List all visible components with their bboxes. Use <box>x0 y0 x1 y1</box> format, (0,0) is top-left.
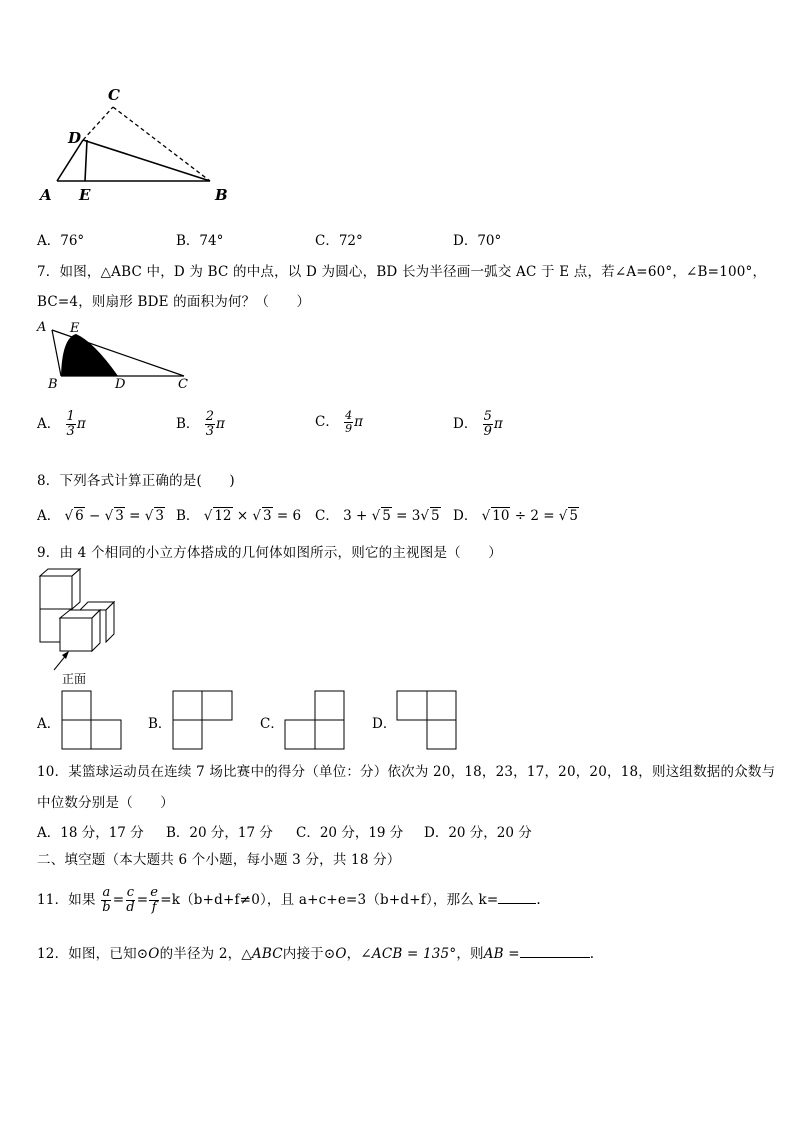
q9-option-b[interactable]: B． <box>148 690 238 750</box>
q7-label-e: E <box>70 321 80 336</box>
q12-stem: 12．如图，已知⊙O的半径为 2，△ABC内接于⊙O，∠ACB = 135°，则AB = . <box>37 946 595 962</box>
q8-option-b[interactable]: B． √ 12 × √ 3 = 6 <box>176 508 302 524</box>
q10-stem-line1: 10．某篮球运动员在连续 7 场比赛中的得分（单位：分）依次为 20，18，23，17，20，20，18，则这组数据的众数与 <box>37 764 776 780</box>
q9-stem: 9．由 4 个相同的小立方体搭成的几何体如图所示，则它的主视图是（ ） <box>37 545 502 561</box>
section2-heading: 二、填空题（本大题共 6 个小题，每小题 3 分，共 18 分） <box>37 852 401 868</box>
q6-label-e: E <box>79 186 91 204</box>
q7-label-b: B <box>48 377 58 392</box>
q6-label-a: A <box>40 186 52 204</box>
q10-option-b[interactable]: B．20 分，17 分 <box>166 825 273 841</box>
q10-option-d[interactable]: D．20 分，20 分 <box>424 825 532 841</box>
q8-option-d[interactable]: D． √ 10 ÷ 2 = √ 5 <box>453 508 579 524</box>
q7-sector-figure <box>34 316 199 392</box>
q10-option-c[interactable]: C．20 分，19 分 <box>296 825 404 841</box>
q9-front-label: 正面 <box>62 672 87 686</box>
q7-label-c: C <box>178 377 188 392</box>
q10-stem-line2: 中位数分别是（ ） <box>37 795 174 811</box>
q6-label-d: D <box>68 129 82 147</box>
q7-option-a[interactable]: A． $\frac{1}{3}$ π <box>37 409 86 439</box>
q6-triangle-figure <box>30 80 240 210</box>
q12-answer-blank[interactable] <box>520 957 590 958</box>
q6-option-a[interactable]: A．76° <box>37 233 85 249</box>
q6-option-b[interactable]: B．74° <box>176 233 224 249</box>
q7-stem-line2: BC=4，则扇形 BDE 的面积为何？（ ） <box>37 294 311 310</box>
q8-option-a[interactable]: A． √ 6 − √ 3 = √ 3 <box>37 508 164 524</box>
q9-option-c[interactable]: C． <box>260 690 350 750</box>
q7-label-d: D <box>115 377 126 392</box>
q9-cubes-figure <box>34 566 124 690</box>
q9-option-a[interactable]: A． <box>37 690 127 750</box>
q10-option-a[interactable]: A．18 分，17 分 <box>37 825 144 841</box>
q8-option-c[interactable]: C． 3 + √ 5 = 3√ 5 <box>315 508 440 524</box>
q6-label-b: B <box>215 186 228 204</box>
q7-option-b[interactable]: B． $\frac{2}{3}$ π <box>176 409 225 439</box>
q7-option-c[interactable]: C． $\frac{4}{9}$ π <box>315 409 364 435</box>
q6-label-c: C <box>108 86 120 104</box>
q9-option-a-view <box>61 690 123 750</box>
q6-option-d[interactable]: D．70° <box>453 233 502 249</box>
q7-label-a: A <box>37 320 47 335</box>
q11-stem: 11．如果 $\frac{a}{b}$ = $\frac{c}{d}$ = $\frac{e}{f}$ =k（b+d+f≠0），且 a+c+e=3（b+d+f），那么 k= . <box>37 885 541 915</box>
q9-option-d-view <box>396 690 458 750</box>
q9-option-d[interactable]: D． <box>372 690 462 750</box>
q7-option-d[interactable]: D． $\frac{5}{9}$ π <box>453 409 503 439</box>
q9-option-b-view <box>172 690 234 750</box>
q7-stem-line1: 7．如图，△ABC 中，D 为 BC 的中点，以 D 为圆心，BD 长为半径画一弧交 AC 于 E 点，若∠A=60°，∠B=100°， <box>37 264 767 280</box>
q8-stem: 8．下列各式计算正确的是( ) <box>37 473 235 489</box>
q9-option-c-view <box>284 690 346 750</box>
q6-option-c[interactable]: C．72° <box>315 233 363 249</box>
q11-answer-blank[interactable] <box>498 903 536 904</box>
